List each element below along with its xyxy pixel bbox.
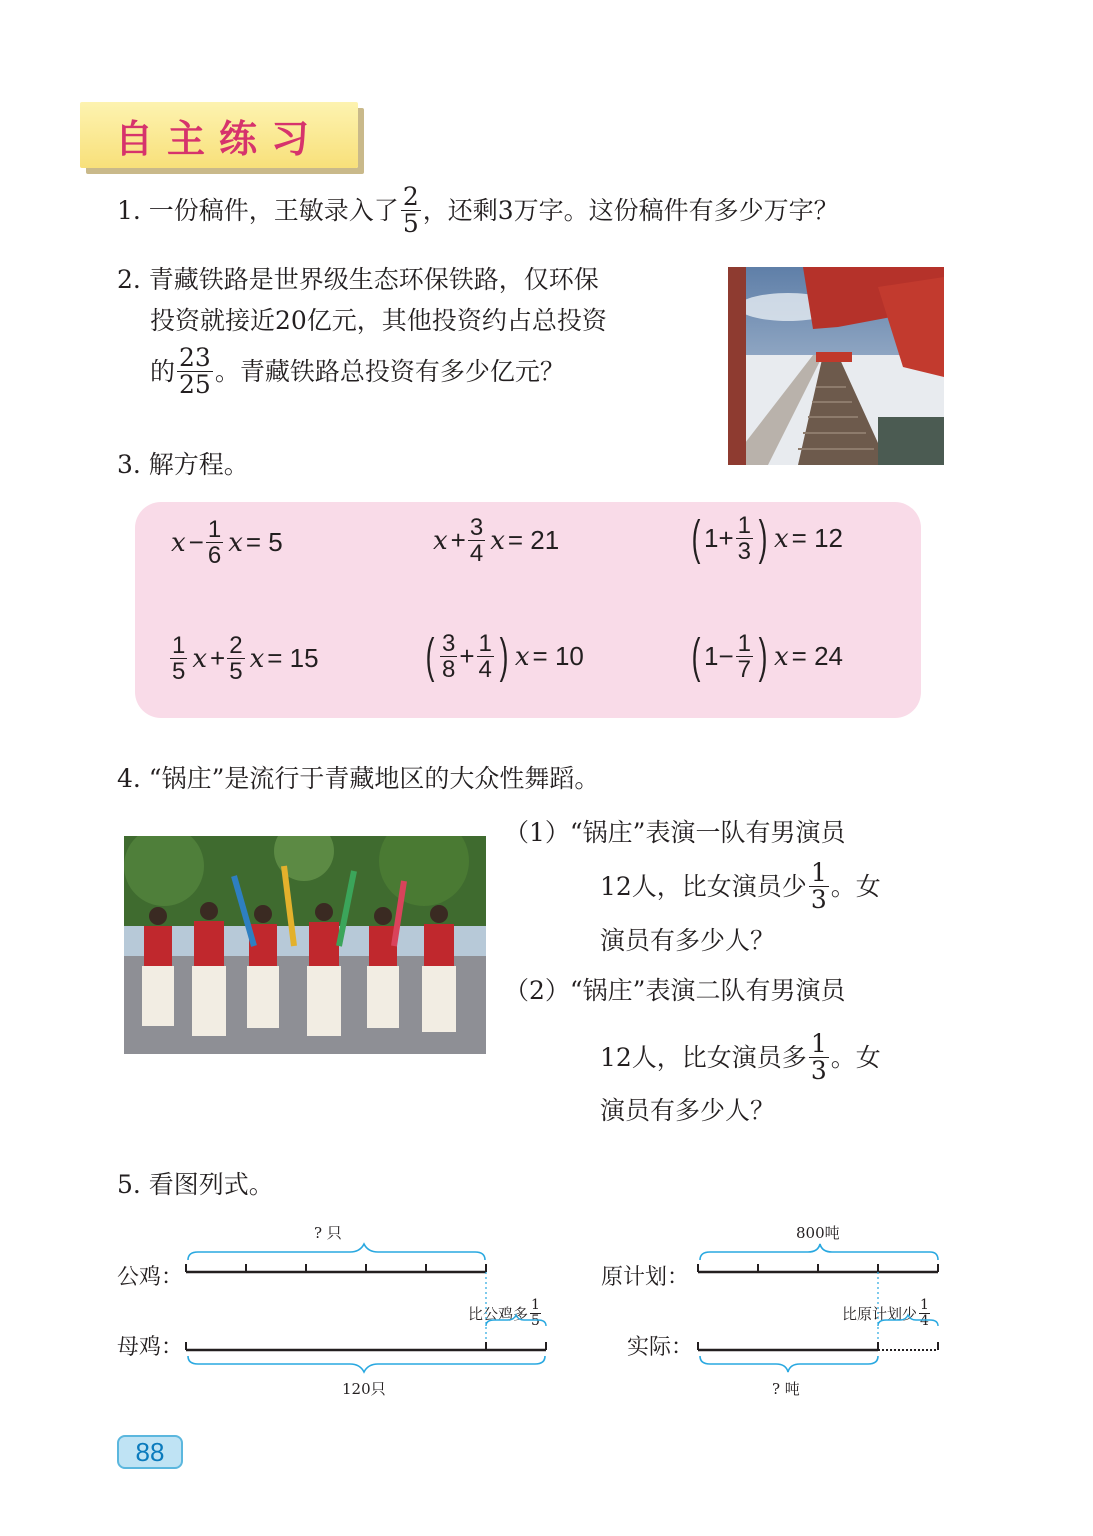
var-x: x bbox=[192, 643, 208, 674]
equation-3 bbox=[688, 513, 843, 564]
denominator: 8 bbox=[441, 656, 456, 684]
var-x: x bbox=[773, 641, 789, 672]
one: 1 bbox=[703, 641, 719, 672]
q1-numerator: 2 bbox=[402, 182, 419, 211]
section-title: 自主练习 bbox=[114, 116, 323, 161]
question-1 bbox=[117, 184, 839, 238]
equation-6 bbox=[688, 631, 843, 682]
q2-fraction bbox=[177, 345, 213, 399]
page-number: 88 bbox=[117, 1435, 183, 1469]
rhs: = 21 bbox=[507, 525, 560, 556]
numerator: 1 bbox=[737, 512, 751, 539]
numerator: 1 bbox=[478, 630, 492, 657]
rhs: = 24 bbox=[791, 641, 843, 672]
fraction bbox=[477, 631, 494, 682]
q4-p2-text-pre: 12人，比女演员多 bbox=[600, 1043, 807, 1073]
q4-p2-line-3: 演员有多少人？ bbox=[600, 1096, 776, 1125]
plan-brace bbox=[700, 1244, 938, 1260]
q2-line-3 bbox=[150, 345, 565, 399]
q2-denominator: 25 bbox=[179, 370, 211, 400]
rooster-label: 公鸡： bbox=[117, 1265, 184, 1290]
denominator: 4 bbox=[469, 540, 484, 568]
note-text: 比公鸡多 bbox=[468, 1304, 529, 1323]
one: 1 bbox=[703, 523, 719, 554]
hen-total-label: 120只 bbox=[342, 1380, 386, 1398]
q4-p2-text-post: 。女 bbox=[830, 1043, 881, 1073]
less-brace bbox=[878, 1315, 938, 1326]
numerator: 3 bbox=[441, 630, 456, 657]
q2-line-2: 投资就接近20亿元，其他投资约占总投资 bbox=[150, 306, 607, 335]
q2-numerator: 23 bbox=[179, 343, 211, 372]
rhs: = 5 bbox=[245, 527, 283, 558]
equation-4 bbox=[168, 633, 319, 684]
numerator: 1 bbox=[920, 1297, 929, 1313]
var-x: x bbox=[514, 641, 530, 672]
numerator: 1 bbox=[810, 1029, 827, 1058]
denominator: 4 bbox=[478, 656, 492, 684]
q4-p1-line-3: 演员有多少人？ bbox=[600, 926, 776, 955]
rooster-question-label: ? 只 bbox=[314, 1224, 342, 1242]
right-paren: ) bbox=[758, 629, 768, 683]
fraction bbox=[206, 517, 223, 568]
q4-p2-line-2 bbox=[600, 1031, 881, 1085]
var-x: x bbox=[249, 643, 265, 674]
q4-p1-line-1: （1）“锅庄”表演一队有男演员 bbox=[504, 818, 846, 847]
operator: + bbox=[210, 643, 226, 674]
equation-2 bbox=[430, 515, 559, 566]
operator: + bbox=[450, 525, 466, 556]
operator: − bbox=[188, 527, 204, 558]
rhs: = 10 bbox=[532, 641, 584, 672]
plan-label: 原计划： bbox=[601, 1265, 690, 1290]
fraction bbox=[468, 515, 485, 566]
right-paren: ) bbox=[758, 511, 768, 565]
denominator: 5 bbox=[229, 658, 243, 686]
equation-5 bbox=[422, 631, 584, 682]
q1-text-pre: 1. 一份稿件，王敏录入了 bbox=[117, 196, 399, 226]
q4-p2-fraction bbox=[809, 1031, 829, 1085]
denominator: 7 bbox=[737, 656, 751, 684]
right-paren: ) bbox=[499, 629, 509, 683]
operator: − bbox=[718, 641, 734, 672]
q4-p1-fraction bbox=[809, 860, 829, 914]
fraction bbox=[170, 633, 187, 684]
left-paren: ( bbox=[425, 629, 435, 683]
q1-fraction bbox=[401, 184, 421, 238]
numerator: 1 bbox=[810, 858, 827, 887]
q1-text-post: ，还剩3万字。这份稿件有多少万字？ bbox=[422, 196, 839, 226]
numerator: 3 bbox=[469, 514, 484, 541]
actual-brace bbox=[700, 1356, 878, 1372]
q4-p1-text-post: 。女 bbox=[830, 872, 881, 902]
numerator: 1 bbox=[737, 630, 751, 657]
denominator: 5 bbox=[531, 1312, 540, 1329]
plan-total-label: 800吨 bbox=[796, 1224, 840, 1242]
numerator: 1 bbox=[172, 632, 186, 659]
rooster-hen-diagram bbox=[180, 1240, 560, 1380]
q4-p2-line-1: （2）“锅庄”表演二队有男演员 bbox=[504, 976, 846, 1005]
q3-title: 3. 解方程。 bbox=[117, 450, 249, 479]
q4-p1-line-2 bbox=[600, 860, 881, 914]
actual-question-label: ? 吨 bbox=[772, 1380, 800, 1398]
plan-actual-diagram bbox=[692, 1240, 952, 1380]
var-x: x bbox=[433, 525, 448, 556]
q5-title: 5. 看图列式。 bbox=[117, 1170, 274, 1199]
left-paren: ( bbox=[691, 511, 701, 565]
fraction bbox=[227, 633, 244, 684]
note-text: 比原计划少 bbox=[842, 1304, 918, 1323]
actual-label: 实际： bbox=[627, 1335, 694, 1360]
fraction bbox=[736, 513, 753, 564]
operator: + bbox=[459, 641, 475, 672]
q2-text-post: 。青藏铁路总投资有多少亿元？ bbox=[214, 357, 565, 387]
denominator: 3 bbox=[737, 538, 751, 566]
railway-photo bbox=[728, 267, 944, 465]
left-paren: ( bbox=[691, 629, 701, 683]
var-x: x bbox=[490, 525, 505, 556]
extra-brace bbox=[486, 1315, 546, 1326]
fraction bbox=[736, 631, 753, 682]
q2-text-pre: 的 bbox=[150, 357, 176, 387]
denominator: 5 bbox=[172, 658, 186, 686]
denominator: 6 bbox=[207, 542, 222, 570]
numerator: 1 bbox=[207, 516, 222, 543]
q2-line-1: 2. 青藏铁路是世界级生态环保铁路，仅环保 bbox=[117, 265, 599, 294]
hen-brace bbox=[188, 1356, 545, 1372]
q1-denominator: 5 bbox=[402, 209, 419, 239]
rhs: = 12 bbox=[791, 523, 843, 554]
denominator: 4 bbox=[920, 1312, 929, 1329]
q4-p1-text-pre: 12人，比女演员少 bbox=[600, 872, 807, 902]
denominator: 3 bbox=[810, 885, 827, 915]
fraction bbox=[440, 631, 457, 682]
var-x: x bbox=[171, 527, 186, 558]
denominator: 3 bbox=[810, 1056, 827, 1086]
numerator: 1 bbox=[531, 1297, 540, 1313]
operator: + bbox=[718, 523, 734, 554]
var-x: x bbox=[228, 527, 243, 558]
q4-title: 4. “锅庄”是流行于青藏地区的大众性舞蹈。 bbox=[117, 764, 600, 793]
guozhuang-dance-photo bbox=[124, 836, 486, 1054]
rhs: = 15 bbox=[267, 643, 319, 674]
var-x: x bbox=[773, 523, 789, 554]
rooster-brace bbox=[188, 1244, 485, 1260]
hen-label: 母鸡： bbox=[117, 1335, 184, 1360]
equation-1 bbox=[168, 517, 283, 568]
numerator: 2 bbox=[229, 632, 243, 659]
